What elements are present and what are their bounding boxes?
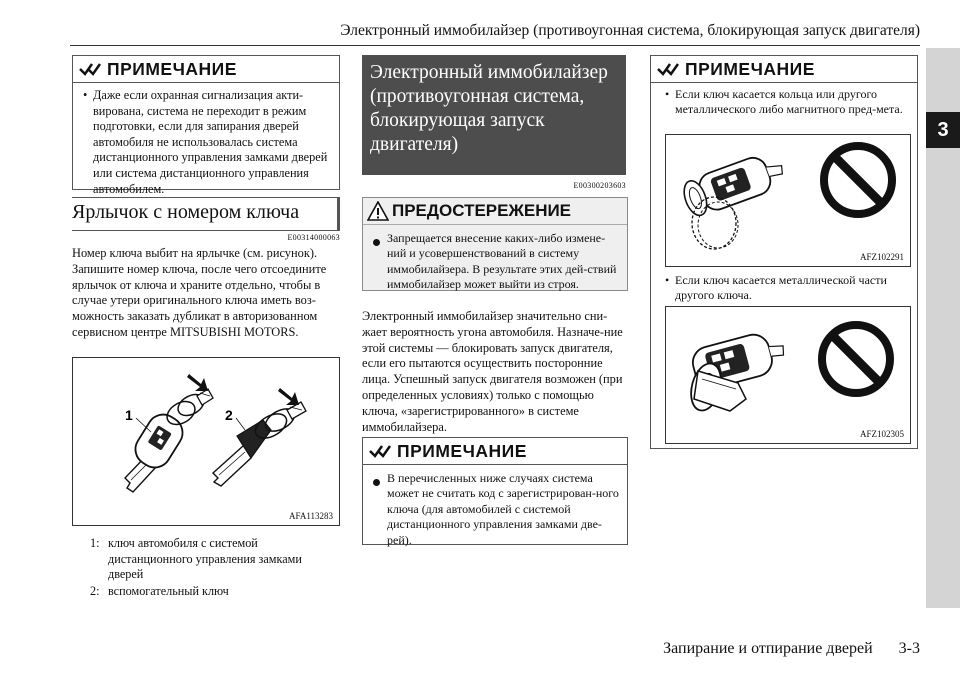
- section-rule-top: [72, 197, 339, 198]
- right-note-item-2: • Если ключ касается металлической части другого ключа.: [665, 273, 887, 303]
- figure-code: AFA113283: [288, 511, 333, 521]
- right-note-box: [650, 55, 918, 449]
- figure-legend: [90, 536, 340, 599]
- warning-header: [363, 198, 627, 225]
- right-note-header: [651, 56, 917, 83]
- middle-note-box: [362, 437, 628, 545]
- warning-label: ПРЕДОСТЕРЕЖЕНИЕ: [392, 201, 572, 220]
- callout-1: 1: [125, 407, 133, 423]
- section-body: Номер ключа выбит на ярлычке (см. рисунок). Запишите номер ключа, после чего отсоедините ярлычок от ключа и храните отдельно, чтобы в случае утери оригинального ключа иметь воз-можность заказать дубликат в авторизованном сервисном центре MITSUBISHI MOTORS.: [72, 246, 327, 339]
- page-footer: [540, 640, 920, 658]
- running-header: Электронный иммобилайзер (противоугонная система, блокирующая запуск двигателя): [340, 22, 920, 39]
- figure-2-code: AFZ102305: [859, 429, 904, 439]
- middle-body: Электронный иммобилайзер значительно сни-жает вероятность угона автомобиля. Назначе-ние этой системы — блокировать запуск двигателя, если его пытаются осуществить посторонние лица. Успешный запуск двигателя возможен (при определенных условиях) только с помощью ключа, «зарегистрированного» в системе иммобилайзера.: [362, 309, 623, 434]
- note-check-icon: [79, 62, 101, 76]
- keys-illustration: [73, 358, 339, 508]
- section-bar: [337, 197, 340, 231]
- middle-note-header: [363, 438, 627, 465]
- key-figure: [72, 357, 340, 526]
- legend-item: 1: ключ автомобиля с системой дистанционного управления замками дверей: [90, 536, 302, 582]
- key-near-ring-illustration: [666, 135, 910, 251]
- warning-triangle-icon: [367, 201, 389, 221]
- chapter-tab: 3: [926, 112, 960, 148]
- right-note-label: ПРИМЕЧАНИЕ: [685, 58, 815, 79]
- left-note-label: ПРИМЕЧАНИЕ: [107, 58, 237, 79]
- chapter-section-title: Электронный иммобилайзер (противоугонная система, блокирующая запуск двигателя): [362, 55, 626, 175]
- remote-key-drawing: [125, 389, 213, 492]
- middle-note-label: ПРИМЕЧАНИЕ: [397, 440, 527, 461]
- page-number: 3-3: [898, 640, 920, 657]
- arrow-2-drawing: [278, 388, 299, 405]
- arrow-1-drawing: [187, 374, 208, 391]
- note-check-icon: [657, 62, 679, 76]
- left-note-header: [73, 56, 339, 83]
- note-check-icon: [369, 444, 391, 458]
- callout-2: 2: [225, 407, 233, 423]
- left-note-box: [72, 55, 340, 196]
- legend-item: 2: вспомогательный ключ: [90, 583, 229, 598]
- footer-section-name: Запирание и отпирание дверей: [663, 640, 873, 657]
- section-code: E00314000063: [287, 233, 340, 242]
- key-ring-figure: [665, 134, 911, 267]
- right-note-item-1: • Если ключ касается кольца или другого металлического либо магнитного пред-мета.: [665, 87, 903, 117]
- section-rule-bottom: [72, 230, 339, 231]
- warning-box: [362, 197, 628, 291]
- warning-item: Запрещается внесение каких-либо измене-ний и усовершенствований в систему иммобилайзера. В результате этих дей-ствий иммобилайзер может выйти из строя.: [373, 231, 619, 293]
- key-near-key-illustration: [666, 307, 910, 427]
- section-title: Ярлычок с номером ключа: [72, 201, 300, 223]
- figure-1-code: AFZ102291: [859, 252, 904, 262]
- middle-section-code: E00300203603: [573, 181, 626, 190]
- header-rule: [70, 45, 920, 46]
- key-contact-figure: [665, 306, 911, 444]
- middle-note-item: В перечисленных ниже случаях система может не считать код с зарегистрирован-ного ключа (для автомобилей с системой дистанционного управления замками две-рей).: [373, 471, 619, 548]
- left-note-item: • Даже если охранная сигнализация акти-вирована, система не переходит в режим подготовки, если для запирания дверей автомобиля не использовалась система дистанционного управления замками дверей или система дистанционного управления автомобилем.: [83, 88, 328, 196]
